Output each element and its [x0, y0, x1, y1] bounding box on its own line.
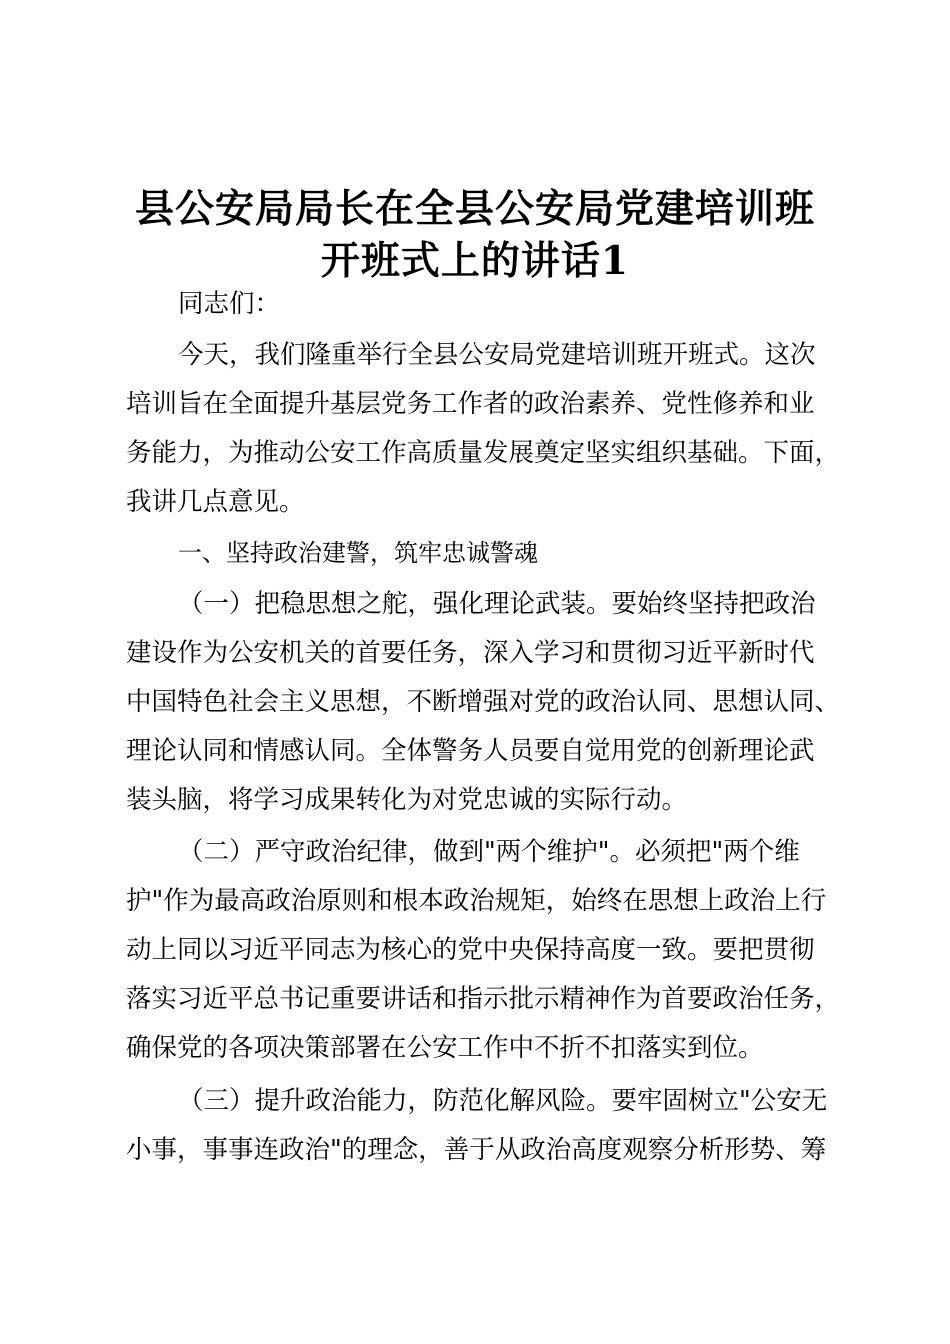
paragraph-line: 建设作为公安机关的首要任务，深入学习和贯彻习近平新时代 — [126, 638, 815, 668]
document-title-line-2: 开班式上的讲话1 — [320, 238, 630, 284]
salutation: 同志们： — [178, 289, 281, 319]
section-heading: 一、坚持政治建警，筑牢忠诚警魂 — [178, 539, 538, 567]
paragraph-line: 培训旨在全面提升基层党务工作者的政治素养、党性修养和业 — [126, 389, 815, 419]
paragraph-line: 动上同以习近平同志为核心的党中央保持高度一致。要把贯彻 — [126, 935, 815, 965]
paragraph-line: 我讲几点意见。 — [126, 487, 305, 517]
paragraph-line: 中国特色社会主义思想，不断增强对党的政治认同、思想认同、 — [126, 687, 841, 717]
paragraph-line: 今天，我们隆重举行全县公安局党建培训班开班式。这次 — [178, 340, 816, 370]
paragraph-line: 务能力，为推动公安工作高质量发展奠定坚实组织基础。下面， — [126, 438, 841, 468]
document-title-line-1: 县公安局局长在全县公安局党建培训班 — [134, 186, 815, 232]
paragraph-line: （二）严守政治纪律，做到"两个维护"。必须把"两个维 — [178, 837, 800, 867]
paragraph-line: 确保党的各项决策部署在公安工作中不折不扣落实到位。 — [126, 1033, 764, 1063]
paragraph-line: 装头脑，将学习成果转化为对党忠诚的实际行动。 — [126, 785, 688, 815]
paragraph-line: 理论认同和情感认同。全体警务人员要自觉用党的创新理论武 — [126, 736, 815, 766]
paragraph-line: 小事，事事连政治"的理念，善于从政治高度观察分析形势、筹 — [126, 1135, 827, 1165]
paragraph-line: （一）把稳思想之舵，强化理论武装。要始终坚持把政治 — [178, 589, 816, 619]
paragraph-line: 护"作为最高政治原则和根本政治规矩，始终在思想上政治上行 — [126, 886, 827, 916]
paragraph-line: （三）提升政治能力，防范化解风险。要牢固树立"公安无 — [178, 1086, 828, 1116]
paragraph-line: 落实习近平总书记重要讲话和指示批示精神作为首要政治任务， — [126, 984, 841, 1014]
